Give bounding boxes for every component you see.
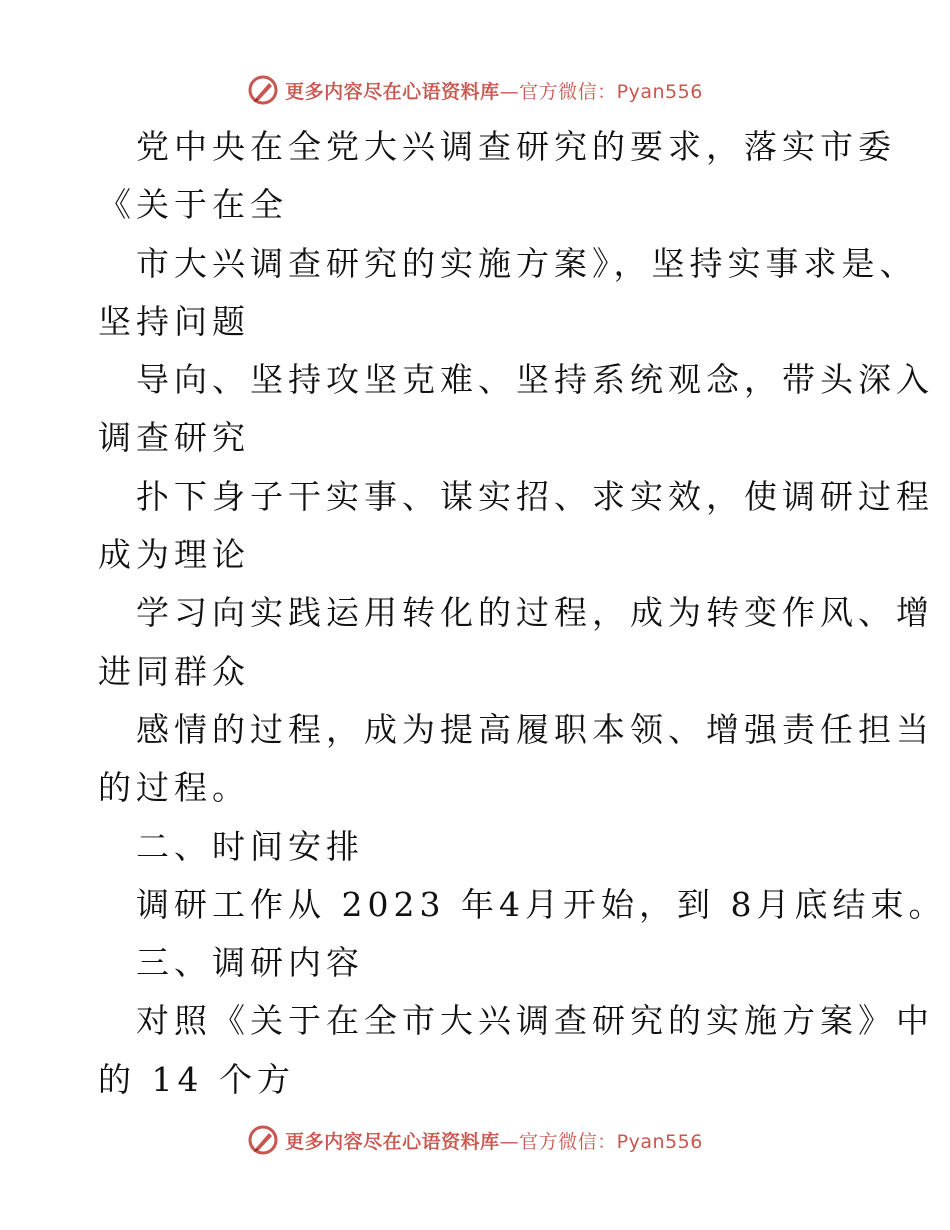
watermark-brand: 更多内容尽在心语资料库 bbox=[285, 1130, 500, 1153]
text-line: 成为理论 bbox=[98, 535, 250, 575]
text-line: 调研工作从 2023 年4月开始，到 8月底结束。 bbox=[136, 884, 947, 924]
pen-logo-icon bbox=[247, 1124, 279, 1156]
footer-watermark bbox=[0, 1120, 950, 1160]
document-body bbox=[98, 118, 947, 1109]
text-line: 调查研究 bbox=[98, 418, 250, 458]
watermark-contact: 官方微信：Pyan556 bbox=[519, 80, 703, 103]
text-line: 党中央在全党大兴调查研究的要求，落实市委 bbox=[136, 127, 896, 166]
text-line: 的过程。 bbox=[98, 768, 250, 808]
text-line: 导向、坚持攻坚克难、坚持系统观念，带头深入 bbox=[136, 360, 934, 400]
section-heading: 三、调研内容 bbox=[136, 943, 364, 983]
text-line: 市大兴调查研究的实施方案》，坚持实事求是、 bbox=[136, 243, 918, 283]
watermark-brand: 更多内容尽在心语资料库 bbox=[285, 80, 500, 103]
header-watermark bbox=[0, 70, 950, 110]
watermark-separator: — bbox=[499, 80, 520, 103]
pen-logo-icon bbox=[247, 74, 279, 106]
text-line: 感情的过程，成为提高履职本领、增强责任担当 bbox=[136, 709, 934, 749]
text-line: 的 14 个方 bbox=[98, 1059, 295, 1099]
watermark-contact: 官方微信：Pyan556 bbox=[519, 1130, 703, 1153]
watermark-separator: — bbox=[499, 1130, 520, 1153]
text-line: 学习向实践运用转化的过程，成为转变作风、增 bbox=[136, 593, 934, 633]
text-line: 《关于在全 bbox=[98, 185, 288, 225]
text-line: 对照《关于在全市大兴调查研究的实施方案》中 bbox=[136, 1001, 934, 1041]
text-line: 扑下身子干实事、谋实招、求实效，使调研过程 bbox=[136, 476, 934, 516]
section-heading: 二、时间安排 bbox=[136, 826, 364, 866]
text-line: 进同群众 bbox=[98, 651, 250, 691]
text-line: 坚持问题 bbox=[98, 301, 250, 341]
